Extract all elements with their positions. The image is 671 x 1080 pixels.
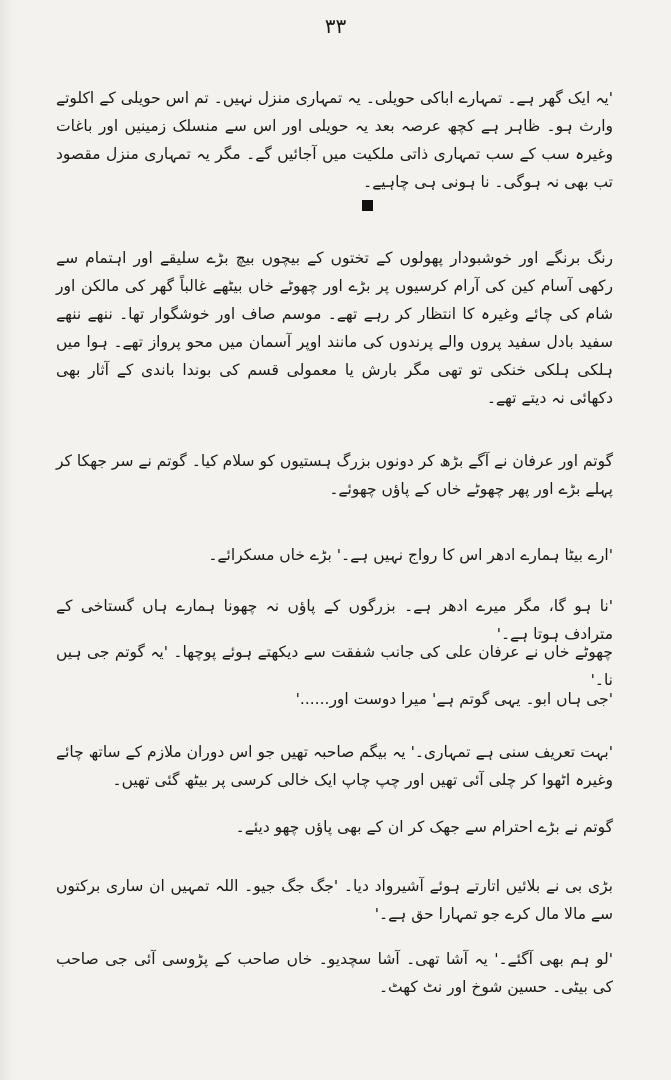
page-number: ۳۳ [324,14,347,38]
paragraph: 'بہت تعریف سنی ہے تمہاری۔' یہ بیگم صاحبہ تھیں جو اس دوران ملازم کے ساتھ چائے وغیرہ اٹھوا کر چلی آئی تھیں اور چپ چاپ ایک خالی کرسی پر بیٹھ گئی تھیں۔ [56,743,613,789]
paragraph: 'جی ہاں ابو۔ یہی گوتم ہے' میرا دوست اور......' [295,690,613,708]
paragraph: رنگ برنگے اور خوشبودار پھولوں کے تختوں کے بیچوں بیچ بڑے سلیقے اور اہتمام سے رکھی آسام کین کی آرام کرسیوں پر بڑے اور چھوٹے خاں بیٹھے غالباً گھر کی مالکن اور شام کی چائے وغیرہ کا انتظار کر رہے تھے۔ موسم صاف اور خوشگوار تھا۔ ننھے ننھے سفید بادل سفید پروں والے پرندوں کی مانند اوپر آسمان میں محو پرواز تھے۔ ہوا میں ہلکی ہلکی خنکی تو تھی مگر بارش یا معمولی قسم کی بوندا باندی کے آثار بھی دکھائی نہ دیتے تھے۔ [56,249,613,407]
paragraph: بڑی بی نے بلائیں اتارتے ہوئے آشیرواد دیا۔ 'جگ جگ جیو۔ اللہ تمہیں ان ساری برکتوں سے مالا مال کرے جو تمہارا حق ہے۔' [56,877,613,923]
paragraph: 'یہ ایک گھر ہے۔ تمہارے اباکی حویلی۔ یہ تمہاری منزل نہیں۔ تم اس حویلی کے اکلوتے وارث ہو۔ ظاہر ہے کچھ عرصہ بعد یہ حویلی اور اس سے منسلک زمینیں اور باغات وغیرہ سب کے سب تمہاری ذاتی ملکیت میں آجائیں گے۔ مگر یہ تمہاری منزل مقصود تب بھی نہ ہوگی۔ نا ہونی ہی چاہیے۔ [56,89,613,191]
paragraph: گوتم اور عرفان نے آگے بڑھ کر دونوں بزرگ ہستیوں کو سلام کیا۔ گوتم نے سر جھکا کر پہلے بڑے اور پھر چھوٹے خاں کے پاؤں چھوئے۔ [56,452,613,498]
paragraph: 'ارے بیٹا ہمارے ادھر اس کا رواج نہیں ہے۔' بڑے خاں مسکرائے۔ [208,546,613,564]
paragraph: 'لو ہم بھی آگئے۔' یہ آشا تھی۔ آشا سچدیو۔ خاں صاحب کے پڑوسی آئی جی صاحب کی بیٹی۔ حسین شوخ اور نٹ کھٹ۔ [56,950,613,996]
paragraph: 'نا ہو گا، مگر میرے ادھر ہے۔ بزرگوں کے پاؤں نہ چھونا ہمارے ہاں گستاخی کے مترادف ہوتا ہے۔' [56,597,613,643]
paragraph: چھوٹے خاں نے عرفان علی کی جانب شفقت سے دیکھتے ہوئے پوچھا۔ 'یہ گوتم جی ہیں نا۔' [56,643,613,689]
section-break-square-icon [362,200,373,211]
paragraph: گوتم نے بڑے احترام سے جھک کر ان کے بھی پاؤں چھو دیئے۔ [235,818,613,836]
